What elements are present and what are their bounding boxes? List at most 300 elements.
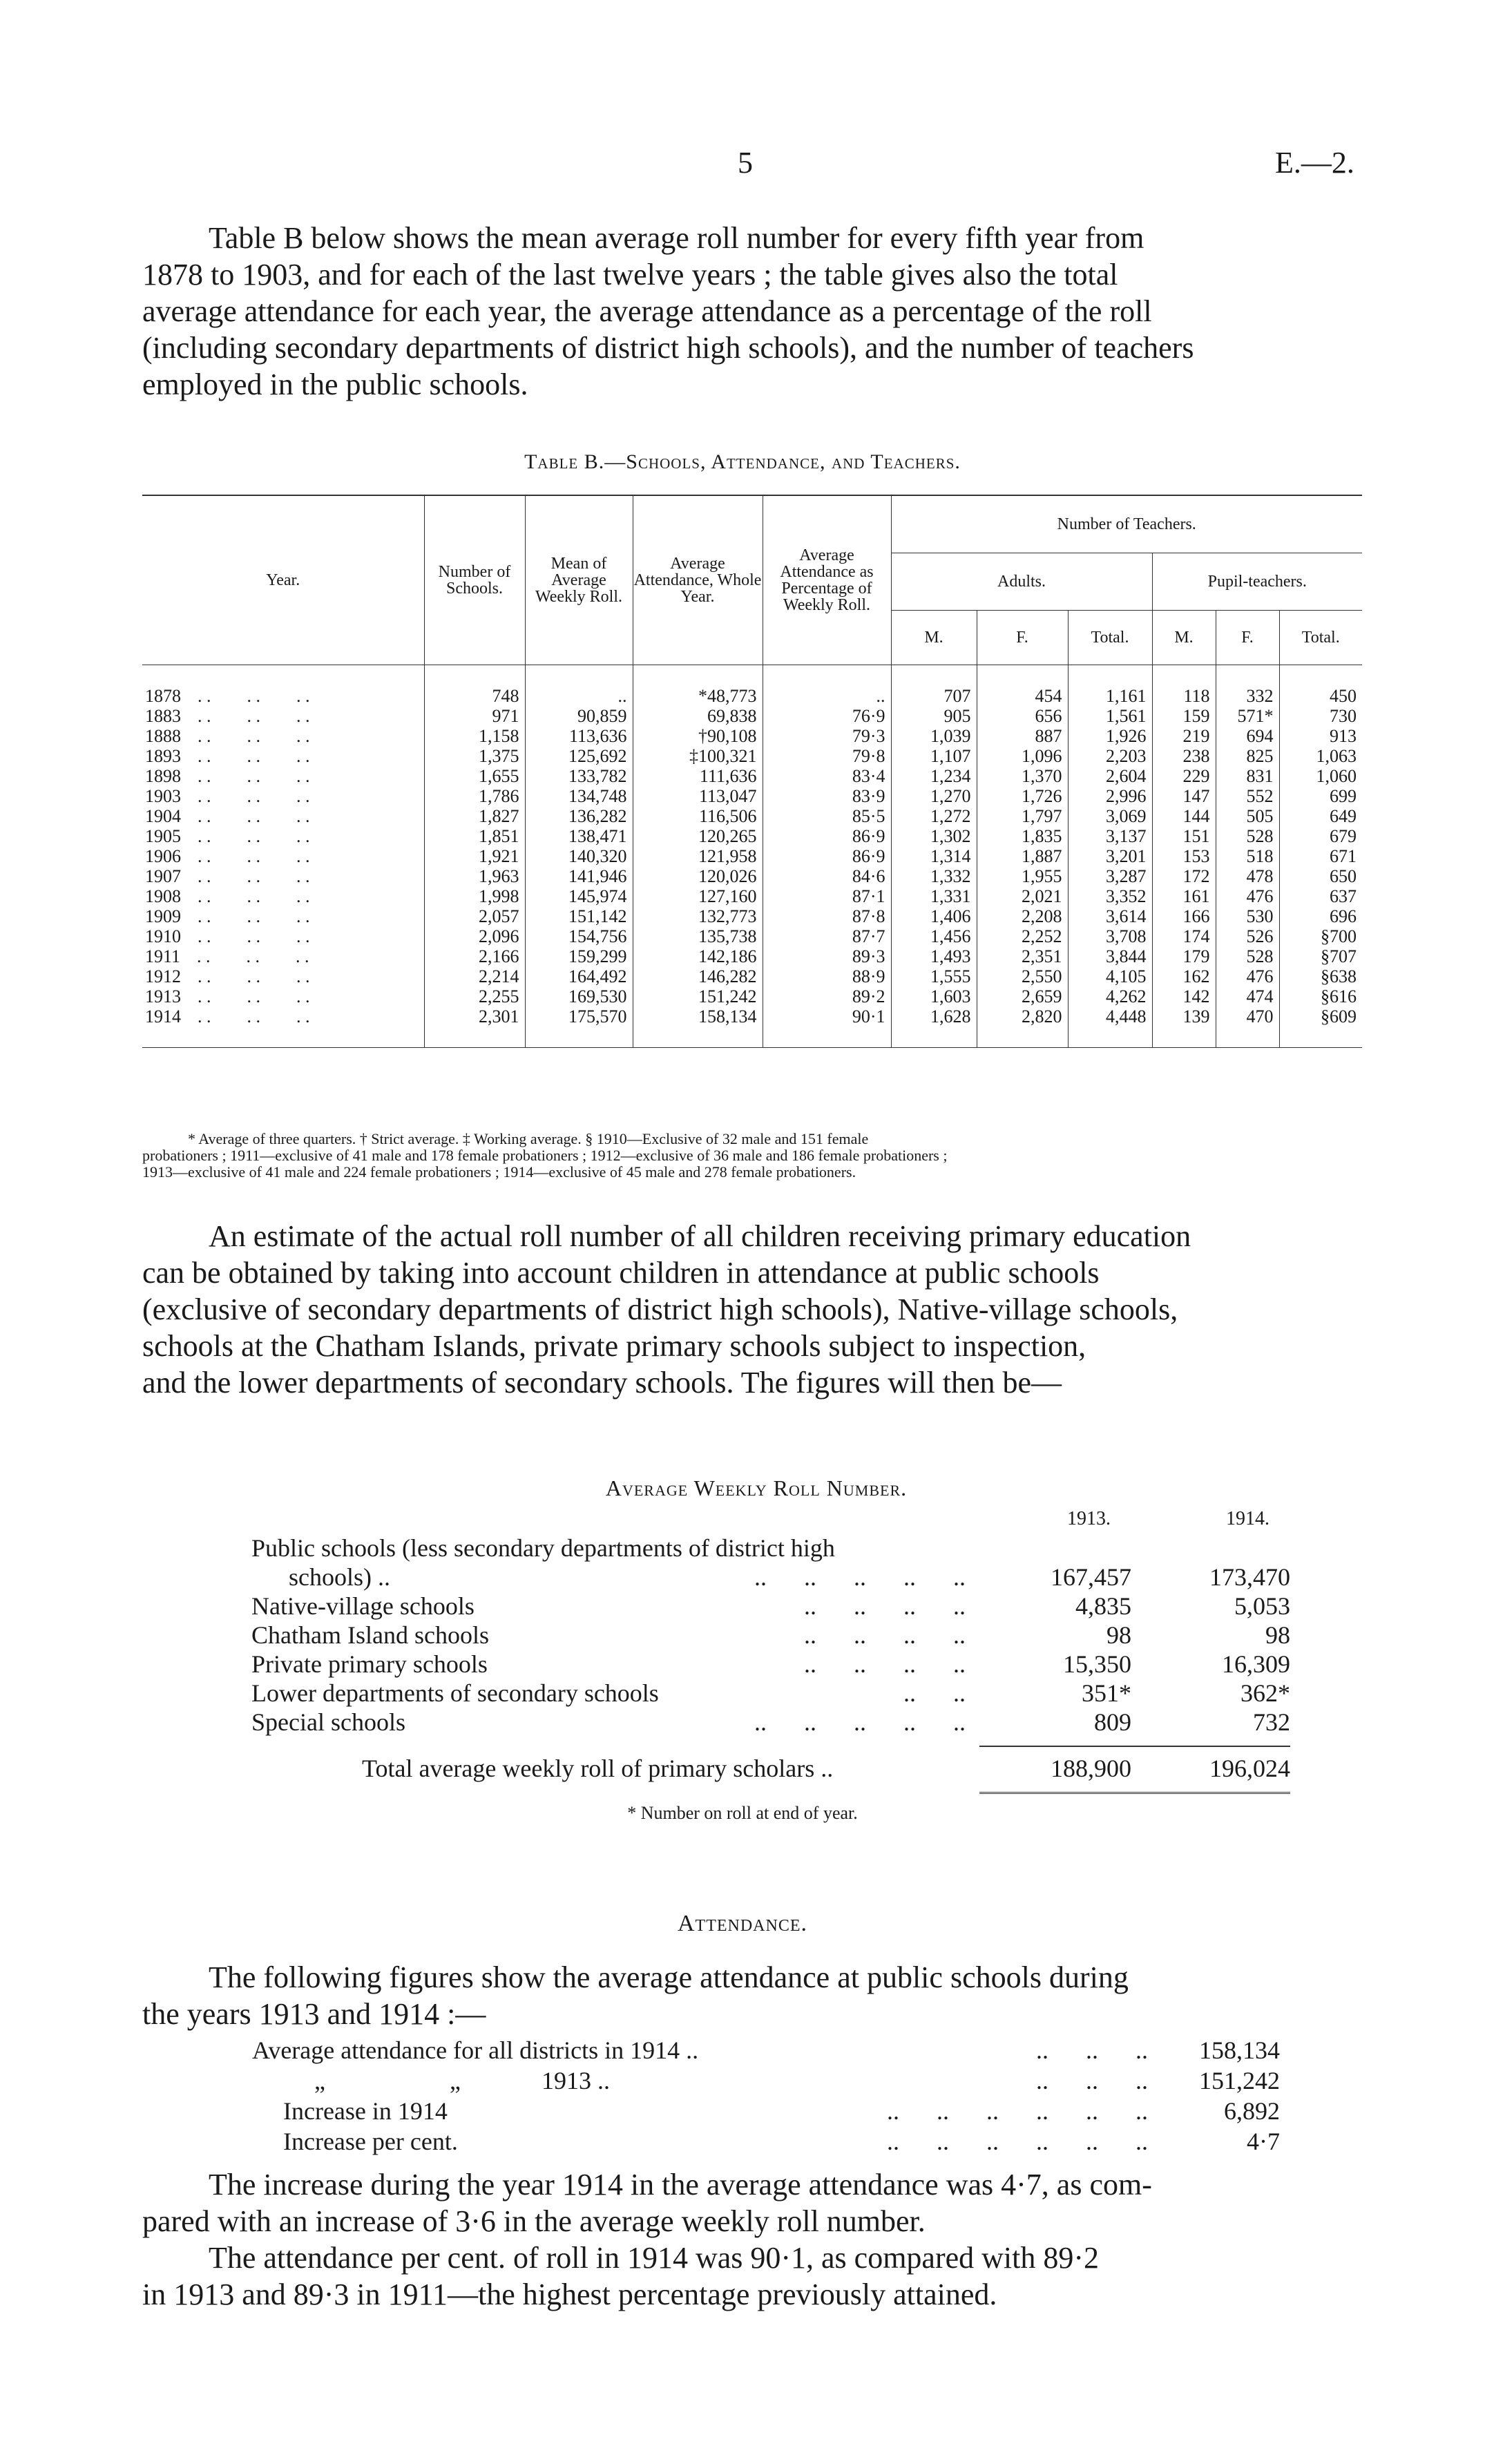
page-number: 5 <box>738 146 753 180</box>
estimate-paragraph <box>142 1218 1362 1401</box>
table-cell: 1,921 <box>424 846 525 866</box>
table-cell: 913 <box>1279 726 1362 746</box>
table-cell: 478 <box>1216 866 1279 886</box>
table-cell: 528 <box>1216 946 1279 966</box>
roll-value-1913: 167,457 <box>1051 1563 1131 1591</box>
table-cell: 450 <box>1279 665 1362 707</box>
year-cell <box>142 966 424 986</box>
leader-dots: .. .. .. .. .. <box>754 1708 966 1736</box>
table-cell: 2,208 <box>977 906 1068 926</box>
table-cell: 887 <box>977 726 1068 746</box>
attendance-table-body <box>251 2035 1281 2157</box>
table-cell: 175,570 <box>525 1006 633 1048</box>
estimate-line: schools at the Chatham Islands, private primary schools subject to inspection, <box>142 1329 1086 1363</box>
table-cell: 141,946 <box>525 866 633 886</box>
table-cell: 1,955 <box>977 866 1068 886</box>
table-cell: 1,063 <box>1279 746 1362 766</box>
table-cell: 1,998 <box>424 886 525 906</box>
roll-row <box>251 1679 1290 1708</box>
roll-value-1914: 173,470 <box>1209 1563 1290 1591</box>
table-cell: 1,887 <box>977 846 1068 866</box>
table-row <box>142 926 1362 946</box>
col-header-percent: Average Attendance as Percentage of Weekly Roll. <box>763 495 891 665</box>
year-value: 1910 <box>145 926 181 946</box>
table-cell: 637 <box>1279 886 1362 906</box>
table-cell: 83·4 <box>763 766 891 786</box>
table-cell: 2,550 <box>977 966 1068 986</box>
roll-value-1913: 809 <box>1094 1708 1131 1736</box>
leader-dots: . . . . . . <box>198 826 310 846</box>
table-row <box>142 726 1362 746</box>
leader-dots: .. .. .. .. .. .. <box>887 2097 1148 2125</box>
attendance-row <box>251 2126 1281 2157</box>
table-b <box>142 495 1362 1048</box>
leader-dots: . . . . . . <box>198 726 310 746</box>
year-value: 1893 <box>145 746 181 766</box>
table-cell: 139 <box>1152 1006 1216 1048</box>
table-cell: 151,242 <box>633 986 763 1006</box>
roll-row <box>251 1563 1290 1592</box>
footnote-line: * Average of three quarters. † Strict average. ‡ Working average. § 1910—Exclusive of 32 male and 151 female <box>188 1130 869 1147</box>
table-cell: *48,773 <box>633 665 763 707</box>
table-cell: 1,375 <box>424 746 525 766</box>
table-cell: 120,265 <box>633 826 763 846</box>
table-cell: 694 <box>1216 726 1279 746</box>
table-cell: 132,773 <box>633 906 763 926</box>
table-cell: 164,492 <box>525 966 633 986</box>
roll-row <box>251 1708 1290 1737</box>
table-cell: 1,851 <box>424 826 525 846</box>
document-code: E.—2. <box>1275 146 1354 180</box>
table-cell: 159,299 <box>525 946 633 966</box>
year-value: 1898 <box>145 766 181 786</box>
table-cell: 133,782 <box>525 766 633 786</box>
table-cell: 905 <box>891 706 977 726</box>
table-cell: 528 <box>1216 826 1279 846</box>
table-cell: 825 <box>1216 746 1279 766</box>
year-value: 1905 <box>145 826 181 846</box>
col-header-adult-f: F. <box>977 611 1068 665</box>
year-cell <box>142 866 424 886</box>
intro-line: average attendance for each year, the average attendance as a percentage of the roll <box>142 294 1152 328</box>
roll-label-cell <box>251 1534 979 1563</box>
intro-line: employed in the public schools. <box>142 367 528 401</box>
table-cell: 142 <box>1152 986 1216 1006</box>
table-cell: 526 <box>1216 926 1279 946</box>
table-cell: 169,530 <box>525 986 633 1006</box>
attendance-table <box>251 2035 1281 2157</box>
year-cell <box>142 786 424 806</box>
table-cell: 1,786 <box>424 786 525 806</box>
year-cell <box>142 746 424 766</box>
year-value: 1906 <box>145 846 181 866</box>
table-cell: 2,996 <box>1068 786 1152 806</box>
table-cell: 79·3 <box>763 726 891 746</box>
leader-dots: .. .. .. .. <box>804 1592 966 1620</box>
roll-label-cell <box>251 1650 979 1679</box>
table-cell: 161 <box>1152 886 1216 906</box>
year-value: 1913 <box>145 986 181 1006</box>
table-cell: §700 <box>1279 926 1362 946</box>
estimate-line: An estimate of the actual roll number of all children receiving primary education <box>209 1219 1191 1253</box>
year-cell <box>142 665 424 707</box>
table-cell: 552 <box>1216 786 1279 806</box>
leader-dots: . . . . . . <box>198 786 310 806</box>
col-header-pupil-teachers: Pupil-teachers. <box>1152 553 1362 611</box>
table-cell: 159 <box>1152 706 1216 726</box>
table-cell: 332 <box>1216 665 1279 707</box>
percent-line: in 1913 and 89·3 in 1911—the highest percentage previously attained. <box>142 2277 997 2311</box>
table-cell: 146,282 <box>633 966 763 986</box>
table-cell: 89·3 <box>763 946 891 966</box>
year-cell <box>142 986 424 1006</box>
table-cell: 1,797 <box>977 806 1068 826</box>
table-cell: 86·9 <box>763 846 891 866</box>
table-row <box>142 786 1362 806</box>
table-cell: 1,331 <box>891 886 977 906</box>
table-row <box>142 866 1362 886</box>
table-cell: 1,302 <box>891 826 977 846</box>
roll-col-1913: 1913. <box>1067 1508 1111 1529</box>
table-cell: 2,659 <box>977 986 1068 1006</box>
leader-dots: . . . . . . <box>198 926 310 946</box>
estimate-line: (exclusive of secondary departments of district high schools), Native-village schools, <box>142 1292 1178 1326</box>
table-cell: 87·8 <box>763 906 891 926</box>
table-cell: 3,069 <box>1068 806 1152 826</box>
table-cell: 1,561 <box>1068 706 1152 726</box>
year-value: 1914 <box>145 1006 181 1026</box>
table-cell: 2,255 <box>424 986 525 1006</box>
table-cell: 1,039 <box>891 726 977 746</box>
leader-dots: . . . . . . <box>198 706 310 726</box>
table-row <box>142 746 1362 766</box>
roll-label-cell <box>251 1621 979 1650</box>
roll-row <box>251 1534 1290 1563</box>
year-cell <box>142 726 424 746</box>
table-cell: 505 <box>1216 806 1279 826</box>
table-cell: 831 <box>1216 766 1279 786</box>
attendance-row <box>251 2035 1281 2065</box>
year-cell <box>142 826 424 846</box>
table-cell: 85·5 <box>763 806 891 826</box>
table-cell: 89·2 <box>763 986 891 1006</box>
roll-total-1913: 188,900 <box>1051 1755 1131 1782</box>
percent-paragraph <box>142 2239 1362 2313</box>
table-cell: 219 <box>1152 726 1216 746</box>
table-row <box>142 946 1362 966</box>
leader-dots: .. .. .. .. .. <box>754 1563 966 1591</box>
attendance-row <box>251 2096 1281 2126</box>
table-cell: 79·8 <box>763 746 891 766</box>
leader-dots: .. .. <box>903 1679 966 1707</box>
roll-value-1913: 4,835 <box>1075 1592 1131 1620</box>
roll-table-title: Average Weekly Roll Number. <box>605 1475 908 1500</box>
table-cell: 174 <box>1152 926 1216 946</box>
year-value: 1909 <box>145 906 181 926</box>
col-header-pt-f: F. <box>1216 611 1279 665</box>
increase-paragraph <box>142 2166 1362 2239</box>
intro-line: 1878 to 1903, and for each of the last twelve years ; the table gives also the total <box>142 258 1118 292</box>
year-value: 1911 <box>145 946 181 966</box>
table-cell: 4,105 <box>1068 966 1152 986</box>
year-value: 1888 <box>145 726 181 746</box>
table-cell: 3,708 <box>1068 926 1152 946</box>
table-cell: 748 <box>424 665 525 707</box>
table-cell: §707 <box>1279 946 1362 966</box>
increase-line: The increase during the year 1914 in the average attendance was 4·7, as com- <box>209 2168 1152 2202</box>
table-row <box>142 1006 1362 1048</box>
table-cell: 84·6 <box>763 866 891 886</box>
table-cell: 1,107 <box>891 746 977 766</box>
attendance-label: Increase per cent. <box>252 2128 458 2155</box>
roll-value-1914 <box>1131 1534 1290 1563</box>
roll-label-cell <box>251 1592 979 1621</box>
attendance-label: Average attendance for all districts in 1914 .. <box>252 2036 699 2064</box>
table-cell: 145,974 <box>525 886 633 906</box>
table-cell: 530 <box>1216 906 1279 926</box>
year-value: 1908 <box>145 886 181 906</box>
table-cell: 1,726 <box>977 786 1068 806</box>
table-cell: 154,756 <box>525 926 633 946</box>
table-cell: 83·9 <box>763 786 891 806</box>
roll-label: Public schools (less secondary departments of district high <box>251 1534 835 1562</box>
leader-dots: .. .. .. .. <box>804 1621 966 1649</box>
roll-value-1913 <box>979 1534 1131 1563</box>
leader-dots: . . . . . . <box>198 1006 310 1026</box>
leader-dots: . . . . . . <box>197 946 309 966</box>
col-header-adult-total: Total. <box>1068 611 1152 665</box>
table-cell: 151,142 <box>525 906 633 926</box>
roll-total-1914: 196,024 <box>1209 1755 1290 1782</box>
table-cell: 696 <box>1279 906 1362 926</box>
roll-label-cell <box>251 1563 979 1592</box>
leader-dots: . . . . . . <box>198 806 310 826</box>
table-row <box>142 846 1362 866</box>
attendance-heading: Attendance. <box>677 1911 808 1936</box>
estimate-line: and the lower departments of secondary schools. The figures will then be— <box>142 1366 1062 1400</box>
table-cell: 649 <box>1279 806 1362 826</box>
table-cell: 3,844 <box>1068 946 1152 966</box>
table-cell: 3,201 <box>1068 846 1152 866</box>
roll-value-1914: 732 <box>1253 1708 1290 1736</box>
year-cell <box>142 806 424 826</box>
attendance-value: 6,892 <box>1224 2097 1280 2125</box>
attendance-label: Increase in 1914 <box>252 2097 448 2125</box>
table-cell: 1,096 <box>977 746 1068 766</box>
table-cell: 2,252 <box>977 926 1068 946</box>
year-value: 1907 <box>145 866 181 886</box>
table-row <box>142 826 1362 846</box>
table-cell: 1,603 <box>891 986 977 1006</box>
table-cell: 474 <box>1216 986 1279 1006</box>
roll-value-1913: 15,350 <box>1063 1650 1131 1678</box>
col-header-schools: Number of Schools. <box>424 495 525 665</box>
roll-label-cell <box>251 1708 979 1737</box>
table-cell: 1,314 <box>891 846 977 866</box>
roll-value-1914: 362* <box>1240 1679 1290 1707</box>
col-header-adult-m: M. <box>891 611 977 665</box>
table-cell: 2,021 <box>977 886 1068 906</box>
table-cell: 707 <box>891 665 977 707</box>
table-cell: 118 <box>1152 665 1216 707</box>
table-cell: 2,096 <box>424 926 525 946</box>
leader-dots: .. .. .. .. <box>804 1650 966 1678</box>
year-cell <box>142 1006 424 1048</box>
table-cell: 151 <box>1152 826 1216 846</box>
table-cell: 1,493 <box>891 946 977 966</box>
table-cell: 1,628 <box>891 1006 977 1048</box>
table-cell: 454 <box>977 665 1068 707</box>
table-cell: 142,186 <box>633 946 763 966</box>
leader-dots: . . . . . . <box>198 686 310 706</box>
table-cell: 113,636 <box>525 726 633 746</box>
table-cell: 90,859 <box>525 706 633 726</box>
table-cell: 476 <box>1216 886 1279 906</box>
table-cell: 111,636 <box>633 766 763 786</box>
table-cell: 135,738 <box>633 926 763 946</box>
estimate-line: can be obtained by taking into account children in attendance at public schools <box>142 1256 1100 1290</box>
table-cell: 134,748 <box>525 786 633 806</box>
table-cell: 125,692 <box>525 746 633 766</box>
leader-dots: . . . . . . <box>198 846 310 866</box>
table-cell: 1,272 <box>891 806 977 826</box>
table-cell: 656 <box>977 706 1068 726</box>
footnote-line: probationers ; 1911—exclusive of 41 male and 178 female probationers ; 1912—exclusive of 36 male and 186 female probationers ; <box>142 1147 948 1164</box>
roll-value-1913: 351* <box>1082 1679 1131 1707</box>
table-cell: 1,963 <box>424 866 525 886</box>
table-cell: 1,161 <box>1068 665 1152 707</box>
table-cell: 679 <box>1279 826 1362 846</box>
roll-label: Private primary schools <box>251 1650 488 1678</box>
table-cell: 1,926 <box>1068 726 1152 746</box>
table-cell: 1,060 <box>1279 766 1362 786</box>
table-cell: 1,158 <box>424 726 525 746</box>
roll-label: schools) .. <box>251 1563 390 1591</box>
table-cell: 69,838 <box>633 706 763 726</box>
percent-line: The attendance per cent. of roll in 1914 was 90·1, as compared with 89·2 <box>209 2241 1100 2275</box>
year-value: 1878 <box>145 686 181 706</box>
table-cell: 166 <box>1152 906 1216 926</box>
attendance-value: 151,242 <box>1199 2067 1280 2094</box>
table-cell: 699 <box>1279 786 1362 806</box>
attendance-label: „ „ 1913 .. <box>252 2067 610 2094</box>
leader-dots: . . . . . . <box>198 906 310 926</box>
table-row <box>142 806 1362 826</box>
table-b-footnotes <box>142 1131 1362 1181</box>
table-cell: 87·7 <box>763 926 891 946</box>
roll-col-1914: 1914. <box>1226 1508 1270 1529</box>
attendance-row <box>251 2065 1281 2096</box>
table-cell: .. <box>763 665 891 707</box>
table-cell: 76·9 <box>763 706 891 726</box>
table-cell: 140,320 <box>525 846 633 866</box>
intro-line: Table B below shows the mean average roll number for every fifth year from <box>209 221 1144 255</box>
table-b-body <box>142 665 1362 1048</box>
table-cell: 1,406 <box>891 906 977 926</box>
table-cell: 172 <box>1152 866 1216 886</box>
table-cell: 1,370 <box>977 766 1068 786</box>
table-cell: 1,827 <box>424 806 525 826</box>
table-cell: 470 <box>1216 1006 1279 1048</box>
year-value: 1883 <box>145 706 181 726</box>
table-cell: 138,471 <box>525 826 633 846</box>
table-cell: 158,134 <box>633 1006 763 1048</box>
table-cell: 162 <box>1152 966 1216 986</box>
table-cell: 2,203 <box>1068 746 1152 766</box>
table-row <box>142 966 1362 986</box>
table-cell: 144 <box>1152 806 1216 826</box>
table-row <box>142 906 1362 926</box>
table-cell: 1,332 <box>891 866 977 886</box>
roll-label: Special schools <box>251 1708 405 1736</box>
roll-value-1914: 98 <box>1265 1621 1290 1649</box>
roll-value-1914: 5,053 <box>1234 1592 1290 1620</box>
intro-line: (including secondary departments of district high schools), and the number of teachers <box>142 331 1194 365</box>
leader-dots: .. .. .. .. .. .. <box>887 2128 1148 2155</box>
leader-dots: . . . . . . <box>198 766 310 786</box>
attendance-intro-line: The following figures show the average attendance at public schools during <box>209 1960 1129 1994</box>
year-cell <box>142 946 424 966</box>
table-cell: 136,282 <box>525 806 633 826</box>
leader-dots: .. .. .. <box>1036 2036 1148 2064</box>
year-value: 1912 <box>145 966 181 986</box>
roll-value-1914: 16,309 <box>1222 1650 1290 1678</box>
year-cell <box>142 906 424 926</box>
table-cell: †90,108 <box>633 726 763 746</box>
roll-row <box>251 1650 1290 1679</box>
roll-row <box>251 1621 1290 1650</box>
col-header-teachers: Number of Teachers. <box>891 495 1362 553</box>
table-cell: 971 <box>424 706 525 726</box>
table-row <box>142 665 1362 707</box>
table-cell: 671 <box>1279 846 1362 866</box>
table-cell: 127,160 <box>633 886 763 906</box>
col-header-year: Year. <box>142 495 424 665</box>
table-cell: 113,047 <box>633 786 763 806</box>
year-cell <box>142 926 424 946</box>
leader-dots: . . . . . . <box>198 746 310 766</box>
year-cell <box>142 706 424 726</box>
table-cell: 147 <box>1152 786 1216 806</box>
col-header-pt-total: Total. <box>1279 611 1362 665</box>
table-cell: 3,137 <box>1068 826 1152 846</box>
roll-label: Native-village schools <box>251 1592 475 1620</box>
year-cell <box>142 886 424 906</box>
table-cell: 1,835 <box>977 826 1068 846</box>
leader-dots: . . . . . . <box>198 966 310 986</box>
table-cell: 1,655 <box>424 766 525 786</box>
roll-total-label: Total average weekly roll of primary scholars .. <box>362 1754 834 1782</box>
increase-line: pared with an increase of 3·6 in the average weekly roll number. <box>142 2204 926 2238</box>
table-cell: 2,166 <box>424 946 525 966</box>
table-cell: 153 <box>1152 846 1216 866</box>
table-cell: 116,506 <box>633 806 763 826</box>
table-cell: 650 <box>1279 866 1362 886</box>
table-cell: 88·9 <box>763 966 891 986</box>
table-cell: 90·1 <box>763 1006 891 1048</box>
table-cell: 229 <box>1152 766 1216 786</box>
table-cell: 238 <box>1152 746 1216 766</box>
table-cell: 518 <box>1216 846 1279 866</box>
table-cell: 179 <box>1152 946 1216 966</box>
year-cell <box>142 846 424 866</box>
table-cell: 2,604 <box>1068 766 1152 786</box>
table-cell: 1,456 <box>891 926 977 946</box>
roll-footnote: * Number on roll at end of year. <box>627 1803 858 1823</box>
table-cell: 121,958 <box>633 846 763 866</box>
roll-label-cell <box>251 1679 979 1708</box>
table-cell: .. <box>525 665 633 707</box>
